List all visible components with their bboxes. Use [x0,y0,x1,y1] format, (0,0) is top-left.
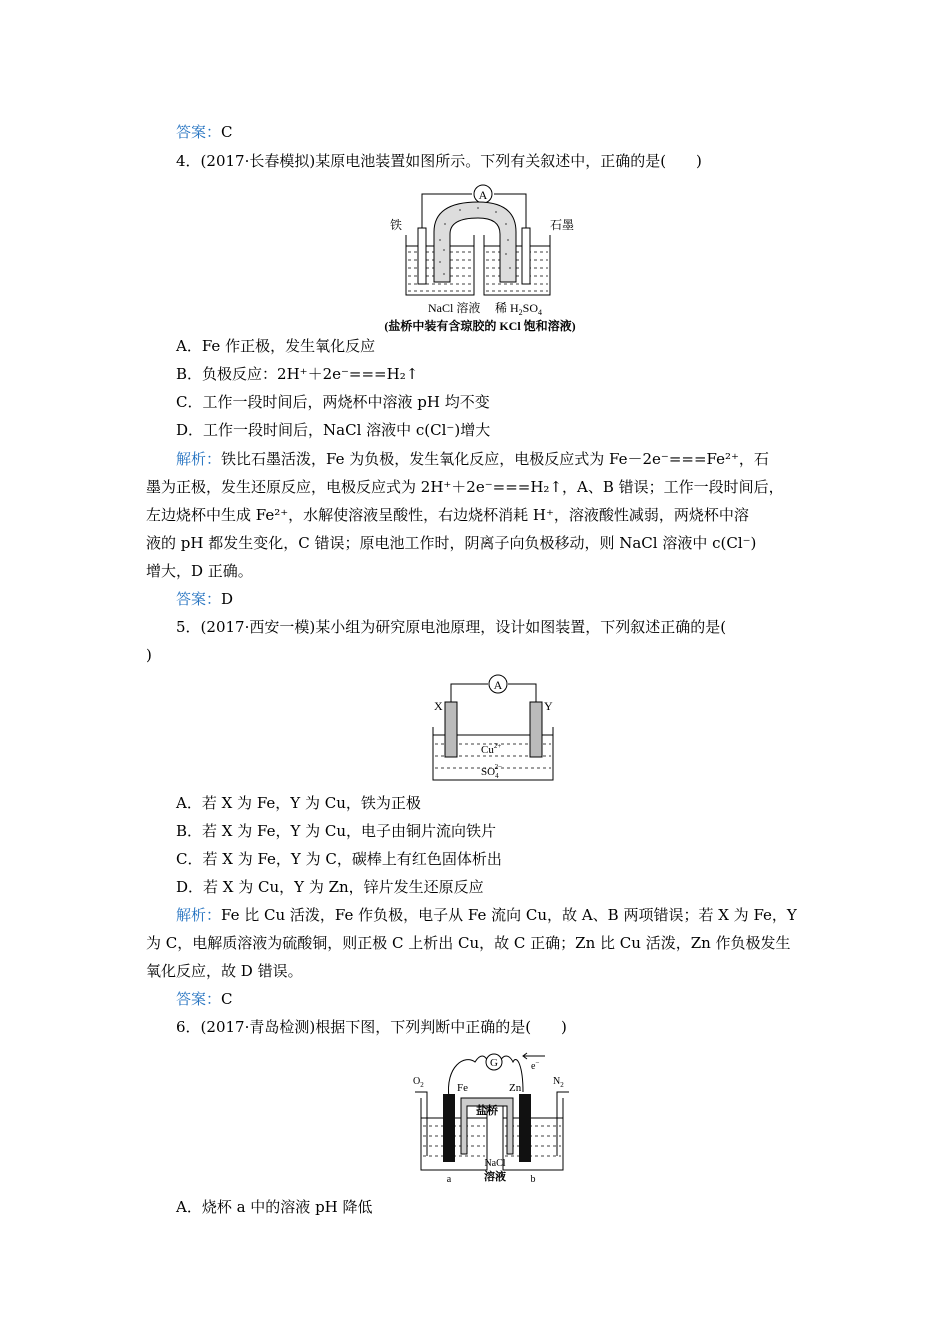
q5-stem-end: ) [146,646,152,664]
h2so4-label: 稀 $H_2SO_4$ [495,301,543,317]
q4-analysis-line-3: 左边烧杯中生成 Fe²⁺，水解使溶液呈酸性，右边烧杯消耗 H⁺，溶液酸性减弱，两烧杯中溶 [146,506,749,524]
nacl-label: NaCl [484,1158,506,1169]
q4-stem: 4．(2017·长春模拟)某原电池装置如图所示。下列有关叙述中，正确的是( ) [176,152,702,170]
analysis-label: 解析： [176,906,222,924]
graphite-electrode-label: 石墨 [550,218,575,232]
q5-option-d: D．若 X 为 Cu，Y 为 Zn，锌片发生还原反应 [176,878,484,896]
q5-option-c: C．若 X 为 Fe，Y 为 C，碳棒上有红色固体析出 [176,850,502,868]
galvanometer-label: G [490,1057,498,1069]
q4-analysis-line-1 [176,448,769,470]
electrode-x-label: X [434,699,443,713]
analysis-text: 铁比石墨活泼，Fe 为负极，发生氧化反应，电极反应式为 Fe－2e⁻===Fe²⁺，石 [221,450,769,468]
q4-analysis-line-4: 液的 pH 都发生变化，C 错误；原电池工作时，阴离子向负极移动，则 NaCl 溶液中 c(Cl⁻) [146,534,757,552]
q5-option-b: B．若 X 为 Fe，Y 为 Cu，电子由铜片流向铁片 [176,822,497,840]
q4-analysis-line-2: 墨为正极，发生还原反应，电极反应式为 2H⁺＋2e⁻===H₂↑，A、B 错误；工作一段时间后， [146,478,784,496]
q5-analysis-line-1 [176,904,797,926]
sulfate-ion-label: $SO_42-$ [481,763,503,780]
q5-analysis-line-2: 为 C，电解质溶液为硫酸铜，则正极 C 上析出 Cu，故 C 正确；Zn 比 Cu 活泼，Zn 作负极发生 [146,934,791,952]
answer-value: D [221,590,234,608]
nitrogen-label: $N_2$ [553,1076,564,1089]
zn-electrode-label: Zn [509,1082,522,1094]
answer-label: 答案： [176,590,222,608]
cu-ion-label: $Cu^{2+}$ [481,742,502,756]
answer-label: 答案： [176,123,222,141]
electrode-y-label: Y [544,699,553,713]
fe-electrode-label: Fe [457,1082,468,1094]
q6-option-a: A．烧杯 a 中的溶液 pH 降低 [176,1198,373,1216]
answer-value: C [221,123,233,141]
q6-cell-figure [405,1046,575,1192]
salt-bridge-label: 盐桥 [476,1105,498,1117]
q4-galvanic-cell-figure [350,180,610,340]
analysis-text: Fe 比 Cu 活泼，Fe 作负极，电子从 Fe 流向 Cu，故 A、B 两项错误；若 X 为 Fe，Y [221,906,797,924]
electron-label: e− [531,1059,540,1072]
q5-answer [176,988,233,1010]
q4-analysis-line-5: 增大，D 正确。 [146,562,253,580]
nacl-solution-label: NaCl 溶液 [428,301,481,315]
solution-label: 溶液 [484,1171,506,1183]
q3-answer [176,121,233,143]
q5-analysis-line-3: 氧化反应，故 D 错误。 [146,962,303,980]
q5-stem: 5．(2017·西安一模)某小组为研究原电池原理，设计如图装置，下列叙述正确的是( [176,618,727,636]
salt-bridge-caption: (盐桥中装有含琼胶的 KCl 饱和溶液) [384,319,576,333]
answer-value: C [221,990,233,1008]
analysis-label: 解析： [176,450,222,468]
q5-cell-figure [425,672,560,784]
ammeter-label: A [493,678,503,692]
ammeter-label: A [478,188,488,202]
q4-option-d: D．工作一段时间后，NaCl 溶液中 c(Cl⁻)增大 [176,421,491,439]
q6-stem: 6．(2017·青岛检测)根据下图，下列判断中正确的是( ) [176,1018,567,1036]
answer-label: 答案： [176,990,222,1008]
q4-option-c: C．工作一段时间后，两烧杯中溶液 pH 均不变 [176,393,490,411]
q5-option-a: A．若 X 为 Fe，Y 为 Cu，铁为正极 [176,794,421,812]
q4-option-b: B．负极反应：2H⁺＋2e⁻===H₂↑ [176,365,419,383]
beaker-b-label: b [530,1174,536,1185]
q4-option-a: A．Fe 作正极，发生氧化反应 [176,337,376,355]
q4-answer [176,588,233,610]
iron-electrode-label: 铁 [389,218,403,232]
beaker-a-label: a [446,1174,452,1185]
oxygen-label: $O_2$ [413,1076,424,1089]
